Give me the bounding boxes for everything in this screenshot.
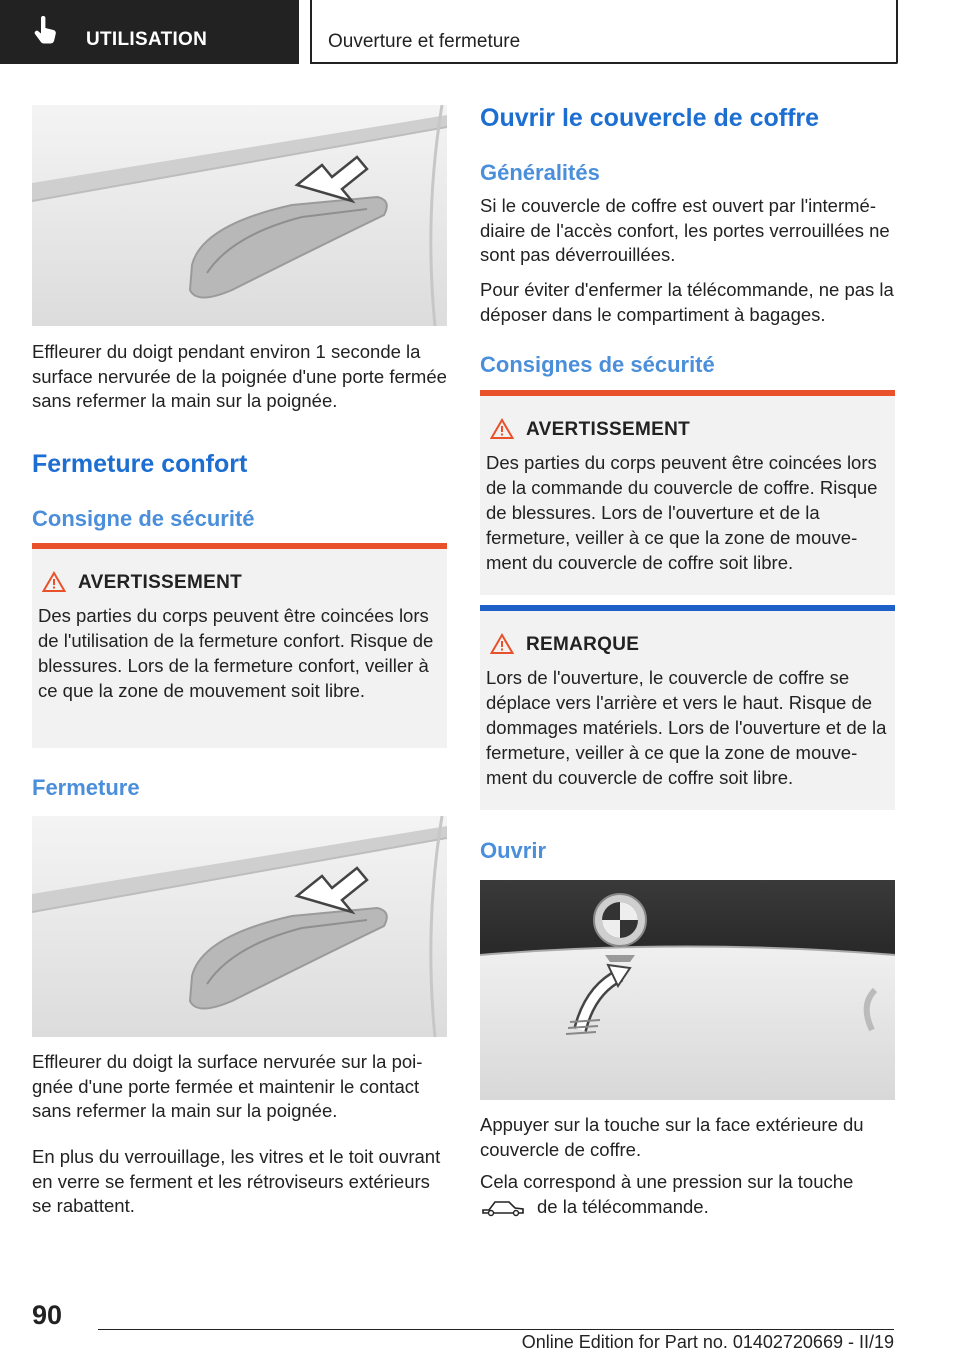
- warning-triangle-icon: [42, 571, 66, 593]
- para-remote-key: Pour éviter d'enfermer la télécommande, ne pas la déposer dans le compartiment à bagages.: [480, 279, 894, 325]
- warning-text: Des parties du corps peuvent être coincées lors de l'utilisation de la fermeture confort. Risque de blessures. Lors de la fermeture confort, veiller à ce que la zone de mouvement soit libre.: [38, 605, 434, 701]
- section-title: UTILISATION: [86, 29, 208, 50]
- warning-accent-bar: [32, 543, 447, 549]
- car-trunk-icon: [481, 1196, 525, 1218]
- remark-accent-bar: [480, 605, 895, 611]
- subheading-generalites: Généralités: [480, 160, 600, 185]
- footer-divider: [98, 1329, 894, 1330]
- caption-hold-handle: Effleurer du doigt la surface nervurée sur la poignée d'une porte fermée et maintenir le contact sans refermer la main sur la poignée.: [32, 1051, 423, 1121]
- warning-triangle-icon: [490, 418, 514, 440]
- subheading-fermeture: Fermeture: [32, 775, 140, 800]
- hand-pointer-icon: [32, 16, 58, 46]
- chapter-title: Ouverture et fermeture: [328, 31, 521, 52]
- remark-box-trunk: [480, 605, 895, 810]
- warning-title: AVERTISSEMENT: [78, 572, 243, 593]
- subheading-ouvrir: Ouvrir: [480, 838, 547, 863]
- caption-remote-suffix: de la télécommande.: [537, 1196, 709, 1217]
- section-tab: [0, 0, 299, 64]
- remark-text: Lors de l'ouverture, le couvercle de coffre se déplace vers l'arrière et vers le haut. Risque de dommages matériels. Lors de l'ouverture et de la fermeture, veiller à ce que la zone de mouvement du couvercle de coffre soit libre.: [486, 667, 887, 788]
- para-comfort-access: Si le couvercle de coffre est ouvert par l'intermédiaire de l'accès confort, les portes verrouillées ne sont pas déverrouillées.: [480, 195, 890, 265]
- trunk-button-image: [480, 880, 895, 1100]
- caption-press-button: Appuyer sur la touche sur la face extérieure du couvercle de coffre.: [480, 1114, 864, 1160]
- warning-box-comfort-close: [32, 543, 447, 748]
- heading-fermeture-confort: Fermeture confort: [32, 450, 248, 478]
- door-handle-image-1: [32, 105, 447, 326]
- warning-triangle-icon: [490, 633, 514, 655]
- warning-text: Des parties du corps peuvent être coincées lors de la commande du couvercle de coffre. Risque de blessures. Lors de l'ouverture et de la fermeture, veiller à ce que la zone de mouvement du couvercle de coffre soit libre.: [486, 452, 878, 573]
- subheading-consignes-securite: Consignes de sécurité: [480, 352, 715, 377]
- caption-remote-equivalent: Cela correspond à une pression sur la touche: [480, 1171, 854, 1192]
- heading-ouvrir-coffre: Ouvrir le couvercle de coffre: [480, 104, 820, 132]
- page-number: 90: [32, 1300, 63, 1330]
- warning-accent-bar: [480, 390, 895, 396]
- chapter-tab: [310, 0, 898, 64]
- footer-edition: Online Edition for Part no. 01402720669 - II/19: [521, 1332, 894, 1352]
- warning-title: AVERTISSEMENT: [526, 419, 691, 440]
- caption-touch-handle: Effleurer du doigt pendant environ 1 seconde la surface nervurée de la poignée d'une porte fermée sans refermer la main sur la poignée.: [32, 341, 447, 411]
- door-handle-image-2: [32, 816, 447, 1037]
- subheading-consigne-securite: Consigne de sécurité: [32, 506, 255, 531]
- remark-title: REMARQUE: [526, 634, 640, 655]
- warning-box-trunk: [480, 390, 895, 595]
- caption-windows-close: En plus du verrouillage, les vitres et le toit ouvrant en verre se ferment et les rétroviseurs extérieurs se rabattent.: [32, 1146, 441, 1216]
